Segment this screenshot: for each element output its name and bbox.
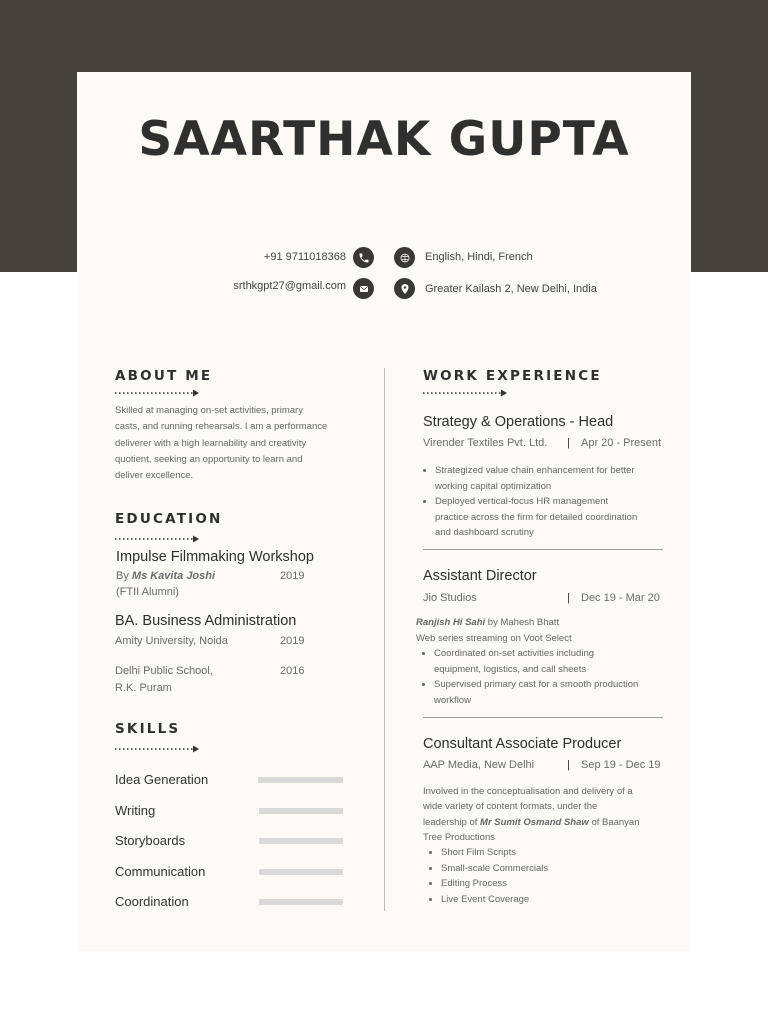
job-bullet: • Live Event Coverage [441, 892, 671, 908]
job-divider [423, 717, 663, 718]
work-arrow-icon [423, 389, 507, 397]
education-mentor [116, 570, 215, 582]
skill-name: Coordination [115, 894, 189, 909]
about-line: deliver excellence. [115, 470, 194, 482]
education-title-1: Impulse Filmmaking Workshop [116, 549, 314, 565]
address-text: Greater Kailash 2, New Delhi, India [425, 283, 597, 295]
location-icon [394, 278, 415, 299]
education-arrow-icon [115, 535, 199, 543]
job-role: Strategy & Operations - Head [423, 414, 614, 430]
job-dates: Sep 19 - Dec 19 [581, 759, 661, 771]
bullet-text: equipment, logistics, and call sheets [434, 663, 587, 675]
education-year-1: 2019 [280, 570, 305, 582]
skill-name: Storyboards [115, 833, 186, 848]
skill-level-bar [259, 899, 343, 905]
email-text: srthkgpt27@gmail.com [233, 280, 346, 292]
education-place-3b: R.K. Puram [115, 682, 172, 694]
bullet-text: and dashboard scrutiny [435, 527, 534, 538]
bullet-text: Deployed vertical-focus HR management [435, 496, 609, 507]
skill-level-bar [258, 777, 343, 783]
job-description [423, 784, 673, 845]
job-company: Jio Studios [423, 592, 477, 604]
desc-line: Tree Productions [423, 831, 495, 843]
skills-title: SKILLS [115, 721, 181, 737]
column-divider [384, 368, 385, 911]
project-title: Ranjish Hi Sahi [416, 617, 486, 628]
job-role: Assistant Director [423, 568, 537, 584]
job-divider [423, 549, 663, 550]
skill-name: Idea Generation [115, 772, 209, 787]
skill-name: Communication [115, 864, 206, 879]
bullet-text: Coordinated on-set activities including [434, 648, 595, 659]
skill-level-bar [259, 808, 343, 814]
education-year-3: 2016 [280, 665, 305, 677]
education-place-3: Delhi Public School, [115, 665, 213, 677]
job-bullet [434, 677, 679, 708]
job-bullets [423, 463, 675, 541]
education-title: EDUCATION [115, 511, 223, 527]
bullet-text: Supervised primary cast for a smooth production [434, 679, 639, 690]
bullet-text: workflow [434, 694, 471, 706]
job-separator: | [567, 759, 570, 771]
education-title-2: BA. Business Administration [115, 613, 297, 629]
candidate-name: SAARTHAK GUPTA [138, 112, 630, 167]
education-place-2: Amity University, Noida [115, 635, 228, 647]
job-company: AAP Media, New Delhi [423, 759, 535, 771]
job-role: Consultant Associate Producer [423, 736, 622, 752]
job-separator: | [567, 437, 570, 449]
languages-icon [394, 247, 415, 268]
job-separator: | [567, 592, 570, 604]
by-label: By [116, 570, 129, 582]
bullet-text: Strategized value chain enhancement for better [435, 465, 635, 476]
work-title: WORK EXPERIENCE [423, 368, 602, 384]
job-bullet [435, 494, 675, 541]
job-dates: Dec 19 - Mar 20 [581, 592, 660, 604]
skills-arrow-icon [115, 745, 199, 753]
about-arrow-icon [115, 389, 199, 397]
email-icon [353, 278, 374, 299]
desc-line [423, 815, 673, 830]
bullet-text: working capital optimization [435, 480, 552, 492]
job-bullet [434, 646, 679, 677]
job-bullet: • Small-scale Commercials [441, 861, 671, 877]
about-line: deliverer with a high learnability and creativity [115, 437, 307, 449]
phone-icon [353, 247, 374, 268]
project-by: by Mahesh Bhatt [487, 617, 560, 628]
skill-level-bar [259, 869, 343, 875]
desc-line: Involved in the conceptualisation and delivery of a [423, 786, 633, 797]
desc-text: leadership of [423, 816, 478, 828]
job-bullets [429, 845, 671, 907]
education-note-1: (FTII Alumni) [116, 586, 179, 598]
skill-name: Writing [115, 803, 156, 818]
project-line [416, 615, 666, 631]
job-bullet [435, 463, 675, 494]
about-title: ABOUT ME [115, 368, 213, 384]
languages-text: English, Hindi, French [425, 251, 533, 263]
about-line: quotient, seeking an opportunity to learn and [115, 453, 303, 465]
leader-name: Mr Sumit Osmand Shaw [480, 816, 589, 828]
about-line: Skilled at managing on-set activities, primary [115, 405, 303, 416]
about-line: casts, and running rehearsals. I am a performance [115, 421, 328, 433]
job-company: Virender Textiles Pvt. Ltd. [423, 437, 548, 449]
about-text [115, 403, 355, 484]
job-dates: Apr 20 - Present [581, 437, 662, 449]
skill-level-bar [259, 838, 343, 844]
desc-line: wide variety of content formats, under the [423, 801, 598, 813]
desc-text: of Baanyan [591, 816, 640, 828]
job-project [416, 615, 666, 648]
job-bullets [422, 646, 679, 708]
phone-text: +91 9711018368 [263, 251, 346, 263]
education-year-2: 2019 [280, 635, 305, 647]
job-bullet: • Short Film Scripts [441, 845, 671, 861]
mentor-name: Ms Kavita Joshi [131, 570, 216, 582]
bullet-text: practice across the firm for detailed coordination [435, 511, 638, 523]
project-note: Web series streaming on Voot Select [416, 633, 572, 645]
job-bullet: • Editing Process [441, 876, 671, 892]
